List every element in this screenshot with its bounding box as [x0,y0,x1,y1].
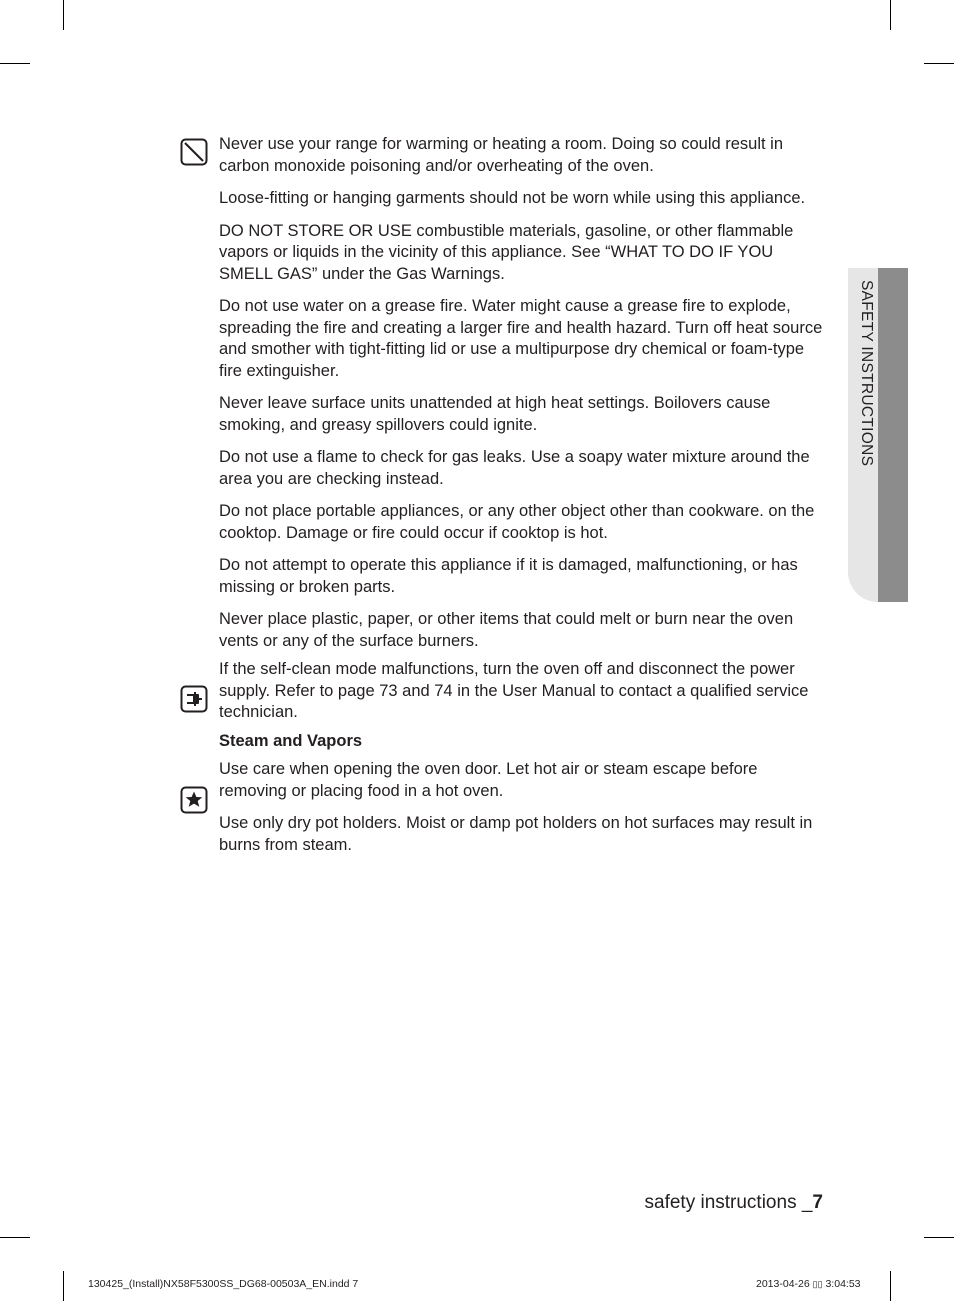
warning-paragraph: Do not use a flame to check for gas leaks. Use a soapy water mixture around the area you are checking instead. [219,448,810,488]
crop-mark-bottom-left-h [0,1237,30,1238]
warning-paragraph: Do not use water on a grease fire. Water might cause a grease fire to explode, spreading the fire and creating a larger fire and health hazard. Turn off heat source and smother with tight-fitting lid or use a multipurpose dry chemical or foam-type fire extinguisher. [219,297,823,380]
warning-paragraph: Loose-fitting or hanging garments should not be worn while using this appliance. [219,189,806,207]
steam-paragraph: Use care when opening the oven door. Let hot air or steam escape before removing or placing food in a hot oven. [219,760,758,800]
crop-mark-bottom-left-v [63,1271,64,1301]
slug-date: 2013-04-26 [756,1278,810,1290]
slug-time: 3:04:53 [825,1278,861,1290]
side-tab-label: SAFETY INSTRUCTIONS [858,280,875,467]
warning-paragraph: Never leave surface units unattended at high heat settings. Boilovers cause smoking, and greasy spillovers could ignite. [219,394,771,434]
warning-paragraph: Do not place portable appliances, or any other object other than cookware. on the cooktop. Damage or fire could occur if cooktop is hot. [219,502,815,542]
star-note-icon [180,786,208,814]
page-number: 7 [812,1192,823,1213]
crop-mark-top-left-v [63,0,64,30]
warning-paragraph: Never use your range for warming or heating a room. Doing so could result in carbon monoxide poisoning and/or overheating of the oven. [219,135,784,175]
steam-paragraph: Use only dry pot holders. Moist or damp pot holders on hot surfaces may result in burns from steam. [219,814,813,854]
unplug-icon [180,685,208,713]
warning-paragraph: Do not attempt to operate this appliance if it is damaged, malfunctioning, or has missing or broken parts. [219,556,798,596]
warning-paragraph: Never place plastic, paper, or other items that could melt or burn near the oven vents or any of the surface burners. [219,610,794,650]
print-slug-timestamp [756,1278,861,1290]
steam-section-heading: Steam and Vapors [219,731,363,750]
crop-mark-top-right-v [890,0,891,30]
page-footer [645,1192,824,1214]
print-slug-file: 130425_(Install)NX58F5300SS_DG68-00503A_EN.indd 7 [88,1278,359,1290]
side-tab-dark [878,268,908,602]
safety-content [219,134,829,867]
warning-paragraph: DO NOT STORE OR USE combustible materials, gasoline, or other flammable vapors or liquids in the vicinity of this appliance. See “WHAT TO DO IF YOU SMELL GAS” under the Gas Warnings. [219,221,794,283]
crop-mark-bottom-right-h [924,1237,954,1238]
crop-mark-top-right-h [924,63,954,64]
crop-mark-top-left-h [0,63,30,64]
self-clean-paragraph: If the self-clean mode malfunctions, turn the oven off and disconnect the power supply. Refer to page 73 and 74 in the User Manual to contact a qualified service technician. [219,660,809,721]
crop-mark-bottom-right-v [890,1271,891,1301]
footer-section-label: safety instructions _ [644,1192,813,1213]
slug-glyph: ▯▯ [812,1279,823,1289]
prohibition-icon [180,138,208,166]
